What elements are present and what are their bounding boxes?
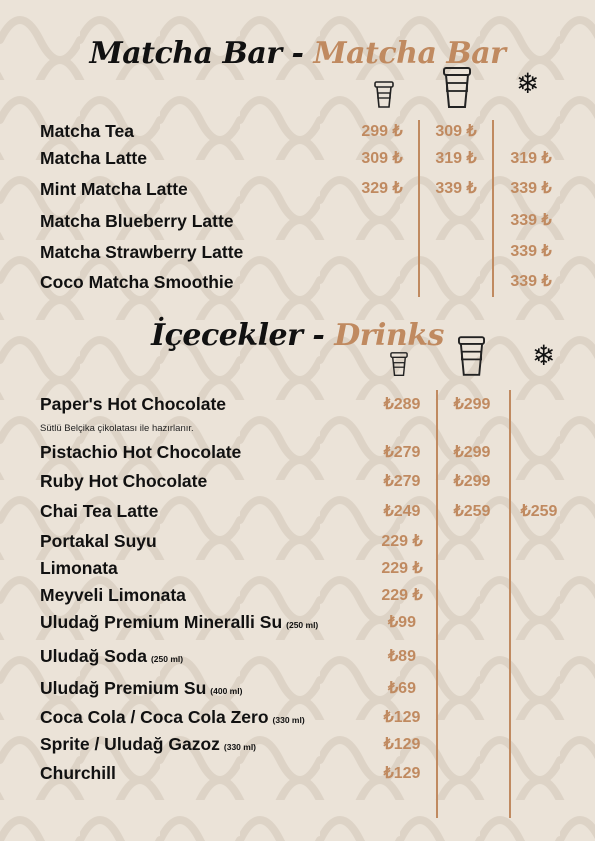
price-iced: 339 ₺ [510, 243, 552, 260]
price-small: ₺89 [388, 648, 416, 665]
price-iced: 339 ₺ [510, 180, 552, 197]
menu-item: Limonata [40, 558, 118, 578]
menu-item: Paper's Hot Chocolate [40, 394, 227, 414]
price-iced: 319 ₺ [510, 150, 552, 167]
price-small: 329 ₺ [361, 180, 403, 197]
menu-item: Coco Matcha Smoothie [40, 272, 234, 292]
item-name: Sprite / Uludağ Gazoz [40, 734, 220, 754]
price-large: ₺299 [453, 396, 491, 413]
menu-item [40, 707, 305, 730]
price-small: ₺279 [383, 473, 421, 490]
price-large: ₺299 [453, 473, 491, 490]
item-size: (250 ml) [150, 654, 184, 664]
menu-item: Portakal Suyu [40, 531, 157, 551]
item-size: (400 ml) [210, 686, 243, 696]
small-cup-icon [390, 351, 408, 378]
item-note: Sütlü Belçika çikolatası ile hazırlanır. [40, 423, 194, 434]
menu-item: Meyveli Limonata [40, 585, 186, 605]
price-iced: ₺259 [520, 503, 558, 520]
menu-item: Matcha Latte [40, 148, 147, 168]
price-large: ₺259 [453, 503, 491, 520]
item-name: Churchill [40, 763, 116, 783]
column-divider [418, 120, 420, 297]
menu-item: Chai Tea Latte [40, 501, 159, 521]
price-iced: 339 ₺ [510, 212, 552, 229]
item-name: Uludağ Premium Su [40, 678, 207, 698]
small-cup-icon [374, 81, 394, 109]
price-small: 229 ₺ [381, 560, 423, 577]
price-large: 309 ₺ [435, 123, 477, 140]
menu-item: Ruby Hot Chocolate [40, 471, 208, 491]
price-small: ₺69 [388, 680, 416, 697]
snowflake-icon: ❄ [516, 68, 540, 99]
item-name: Uludağ Premium Mineralli Su [40, 612, 283, 632]
menu-item: Pistachio Hot Chocolate [40, 442, 242, 462]
title-black-part: Matcha Bar - [89, 36, 314, 71]
price-small: ₺99 [388, 614, 416, 631]
item-name: Coca Cola / Coca Cola Zero [40, 707, 269, 727]
price-small: 309 ₺ [361, 150, 403, 167]
menu-item [40, 763, 116, 783]
price-small: ₺129 [383, 765, 421, 782]
price-small: ₺129 [383, 709, 421, 726]
title-accent-part: Matcha Bar [313, 36, 506, 71]
price-large: ₺299 [453, 444, 491, 461]
title-black-part: İçecekler - [151, 318, 335, 353]
price-small: ₺129 [383, 736, 421, 753]
menu-item: Matcha Tea [40, 121, 135, 141]
menu-item [40, 612, 318, 635]
price-iced: 339 ₺ [510, 273, 552, 290]
menu-item: Matcha Strawberry Latte [40, 242, 244, 262]
large-cup-icon [458, 336, 485, 377]
menu-item [40, 734, 256, 757]
price-small: 229 ₺ [381, 533, 423, 550]
price-small: 229 ₺ [381, 587, 423, 604]
price-small: ₺279 [383, 444, 421, 461]
price-large: 339 ₺ [435, 180, 477, 197]
menu-item [40, 678, 242, 701]
item-size: (250 ml) [286, 620, 319, 630]
menu-item: Mint Matcha Latte [40, 179, 188, 199]
snowflake-icon: ❄ [532, 340, 556, 371]
menu-item: Matcha Blueberry Latte [40, 211, 234, 231]
section-title-matcha [0, 36, 595, 71]
price-small: 299 ₺ [361, 123, 403, 140]
item-name: Uludağ Soda [40, 646, 147, 666]
item-size: (330 ml) [272, 715, 305, 725]
item-size: (330 ml) [223, 742, 257, 752]
price-small: ₺289 [383, 396, 421, 413]
menu-item [40, 646, 183, 669]
title-accent-part: Drinks [334, 318, 444, 353]
large-cup-icon [443, 67, 471, 109]
price-small: ₺249 [383, 503, 421, 520]
price-large: 319 ₺ [435, 150, 477, 167]
column-divider [492, 120, 494, 297]
section-title-drinks [0, 318, 595, 353]
